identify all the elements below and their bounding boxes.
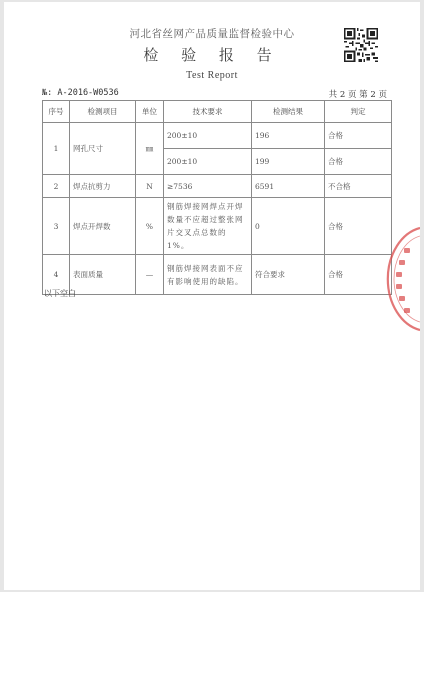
col-header-item: 检测项目 (70, 101, 136, 123)
col-header-requirement: 技术要求 (164, 101, 252, 123)
qr-code-icon (344, 28, 378, 62)
table-row (43, 255, 392, 295)
cell-result: 199 (252, 149, 325, 175)
inspection-table (42, 100, 392, 295)
cell-unit: ㎜ (136, 123, 164, 175)
cell-judgement: 合格 (325, 198, 392, 255)
page-info: 共 2 页 第 2 页 (328, 90, 387, 100)
cell-judgement: 合格 (325, 149, 392, 175)
report-title-en: Test Report (186, 70, 238, 81)
cell-item: 网孔尺寸 (70, 123, 136, 175)
col-header-judgement: 判定 (325, 101, 392, 123)
report-number: №: A-2016-W0536 (42, 88, 119, 98)
cell-item: 焊点开焊数 (70, 198, 136, 255)
cell-result: 0 (252, 198, 325, 255)
cell-unit: N (136, 175, 164, 198)
cell-requirement: 钢筋焊接网表面不应有影响使用的缺陷。 (164, 255, 252, 295)
cell-no: 1 (43, 123, 70, 175)
cell-judgement: 合格 (325, 255, 392, 295)
cell-item: 焊点抗剪力 (70, 175, 136, 198)
agency-name: 河北省丝网产品质量监督检验中心 (129, 28, 295, 40)
cell-judgement: 合格 (325, 123, 392, 149)
cell-no: 3 (43, 198, 70, 255)
col-header-result: 检测结果 (252, 101, 325, 123)
blank-area (0, 592, 424, 700)
report-title-cn: 检 验 报 告 (143, 46, 281, 64)
cell-no: 4 (43, 255, 70, 295)
table-row (43, 175, 392, 198)
cell-unit: % (136, 198, 164, 255)
cell-judgement: 不合格 (325, 175, 392, 198)
cell-requirement: 200±10 (164, 149, 252, 175)
col-header-no: 序号 (43, 101, 70, 123)
table-row (43, 198, 392, 255)
cell-requirement: ≥7536 (164, 175, 252, 198)
cell-item: 表面质量 (70, 255, 136, 295)
report-page (4, 2, 420, 590)
seal-stamp-icon (384, 224, 420, 334)
blank-below-note: 以下空白 (44, 289, 76, 298)
table-row (43, 123, 392, 149)
table-header-row (43, 101, 392, 123)
cell-no: 2 (43, 175, 70, 198)
cell-result: 符合要求 (252, 255, 325, 295)
cell-unit: — (136, 255, 164, 295)
cell-requirement: 钢筋焊接网焊点开焊数量不应超过整张网片交叉点总数的 1%。 (164, 198, 252, 255)
cell-result: 196 (252, 123, 325, 149)
col-header-unit: 单位 (136, 101, 164, 123)
cell-requirement: 200±10 (164, 123, 252, 149)
cell-result: 6591 (252, 175, 325, 198)
